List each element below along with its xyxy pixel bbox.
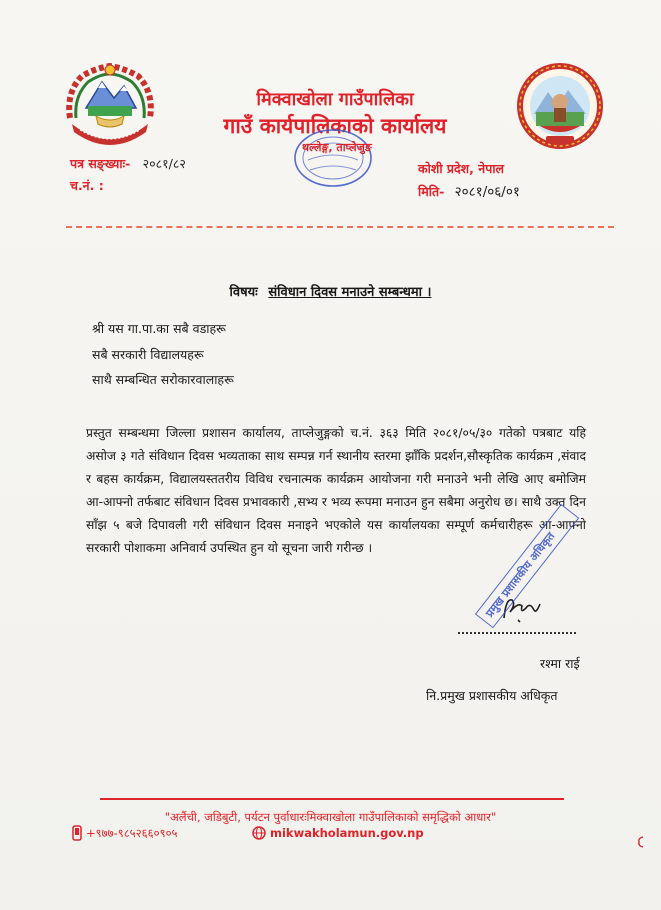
header-divider bbox=[66, 226, 614, 228]
office-location: थल्लेङ्ग, ताप्लेजुङ bbox=[302, 141, 372, 154]
footer-website bbox=[252, 826, 424, 840]
round-office-stamp-icon bbox=[290, 128, 376, 190]
date-label: मिति- bbox=[418, 184, 445, 199]
officer-stamp-text: प्रमुख प्रशासकीय अधिकृत bbox=[475, 504, 579, 628]
ref-number-label: पत्र सङ्ख्याः- bbox=[70, 156, 131, 171]
footer-divider bbox=[100, 798, 564, 800]
province-name: कोशी प्रदेश, नेपाल bbox=[418, 161, 505, 176]
phone-number: +९७७-९८५२६६०९०५ bbox=[86, 825, 178, 840]
phone-icon bbox=[72, 825, 82, 841]
letter-subject bbox=[0, 282, 661, 300]
nepal-government-emblem-icon bbox=[62, 62, 158, 152]
municipality-logo-icon bbox=[516, 62, 604, 150]
office-name: गाउँ कार्यपालिकाको कार्यालय bbox=[223, 114, 447, 138]
globe-icon bbox=[252, 826, 266, 840]
website-url: mikwakholamun.gov.np bbox=[270, 826, 424, 840]
signatory-title: नि.प्रमुख प्रशासकीय अधिकृत bbox=[426, 688, 558, 703]
scan-mark-icon bbox=[637, 836, 645, 848]
footer-phone bbox=[72, 825, 178, 841]
signature-line bbox=[458, 632, 576, 634]
recipient-line: साथै सम्बन्धित सरोकारवालाहरू bbox=[92, 372, 234, 387]
subject-text: संविधान दिवस मनाउने सम्बन्धमा । bbox=[268, 285, 432, 300]
letter-body: प्रस्तुत सम्बन्धमा जिल्ला प्रशासन कार्यालय, ताप्लेजुङ्गको च.नं. ३६३ मिति २०८१/०५/३० गतेको पत्रबाट यहि असोज ३ गते संविधान दिवस भव्यताका साथ सम्पन्न गर्न स्थानीय स्तरमा झाँकि प्रदर्शन,सौस्कृतिक कार्यक्रम ,संवाद र बहस कार्यक्रम, विद्यालयस्ततरीय विविध रचनात्मक कार्यक्रम आयोजना गरी मनाउने भनी लेखि आए बमोजिम आ-आफ्नो तर्फबाट संविधान दिवस प्रभावकारी ,सभ्य र भव्य रूपमा मनाउन हुन सबैमा अनुरोध छ। साथै उक्त दिन साँझ ५ बजे दिपावली गरी संविधान दिवस मनाइने भएकोले यस कार्यालयका सम्पूर्ण कर्मचारीहरू आ-आफ्नो सरकारी पोशाकमा अनिवार्य उपस्थित हुन यो सूचना जारी गरीन्छ । bbox=[86, 426, 586, 555]
ref-number-row bbox=[70, 155, 186, 172]
signatory-name: रश्मा राई bbox=[540, 656, 580, 671]
ref-number-value: २०८१/८२ bbox=[142, 156, 186, 171]
date-value: २०८१/०६/०१ bbox=[454, 184, 520, 200]
dispatch-number-label: च.नं. : bbox=[70, 178, 104, 193]
date-row bbox=[418, 182, 520, 200]
recipient-line: श्री यस गा.पा.का सबै वडाहरू bbox=[92, 321, 226, 336]
recipient-line: सबै सरकारी विद्यालयहरू bbox=[92, 347, 204, 362]
footer-slogan: "अलैंची, जडिबुटी, पर्यटन पुर्वाधारःमिक्वाखोला गाउँपालिकाको समृद्धिको आधार" bbox=[164, 810, 497, 824]
municipality-name: मिक्वाखोला गाउँपालिका bbox=[256, 89, 414, 110]
subject-label: विषयः bbox=[229, 285, 258, 300]
